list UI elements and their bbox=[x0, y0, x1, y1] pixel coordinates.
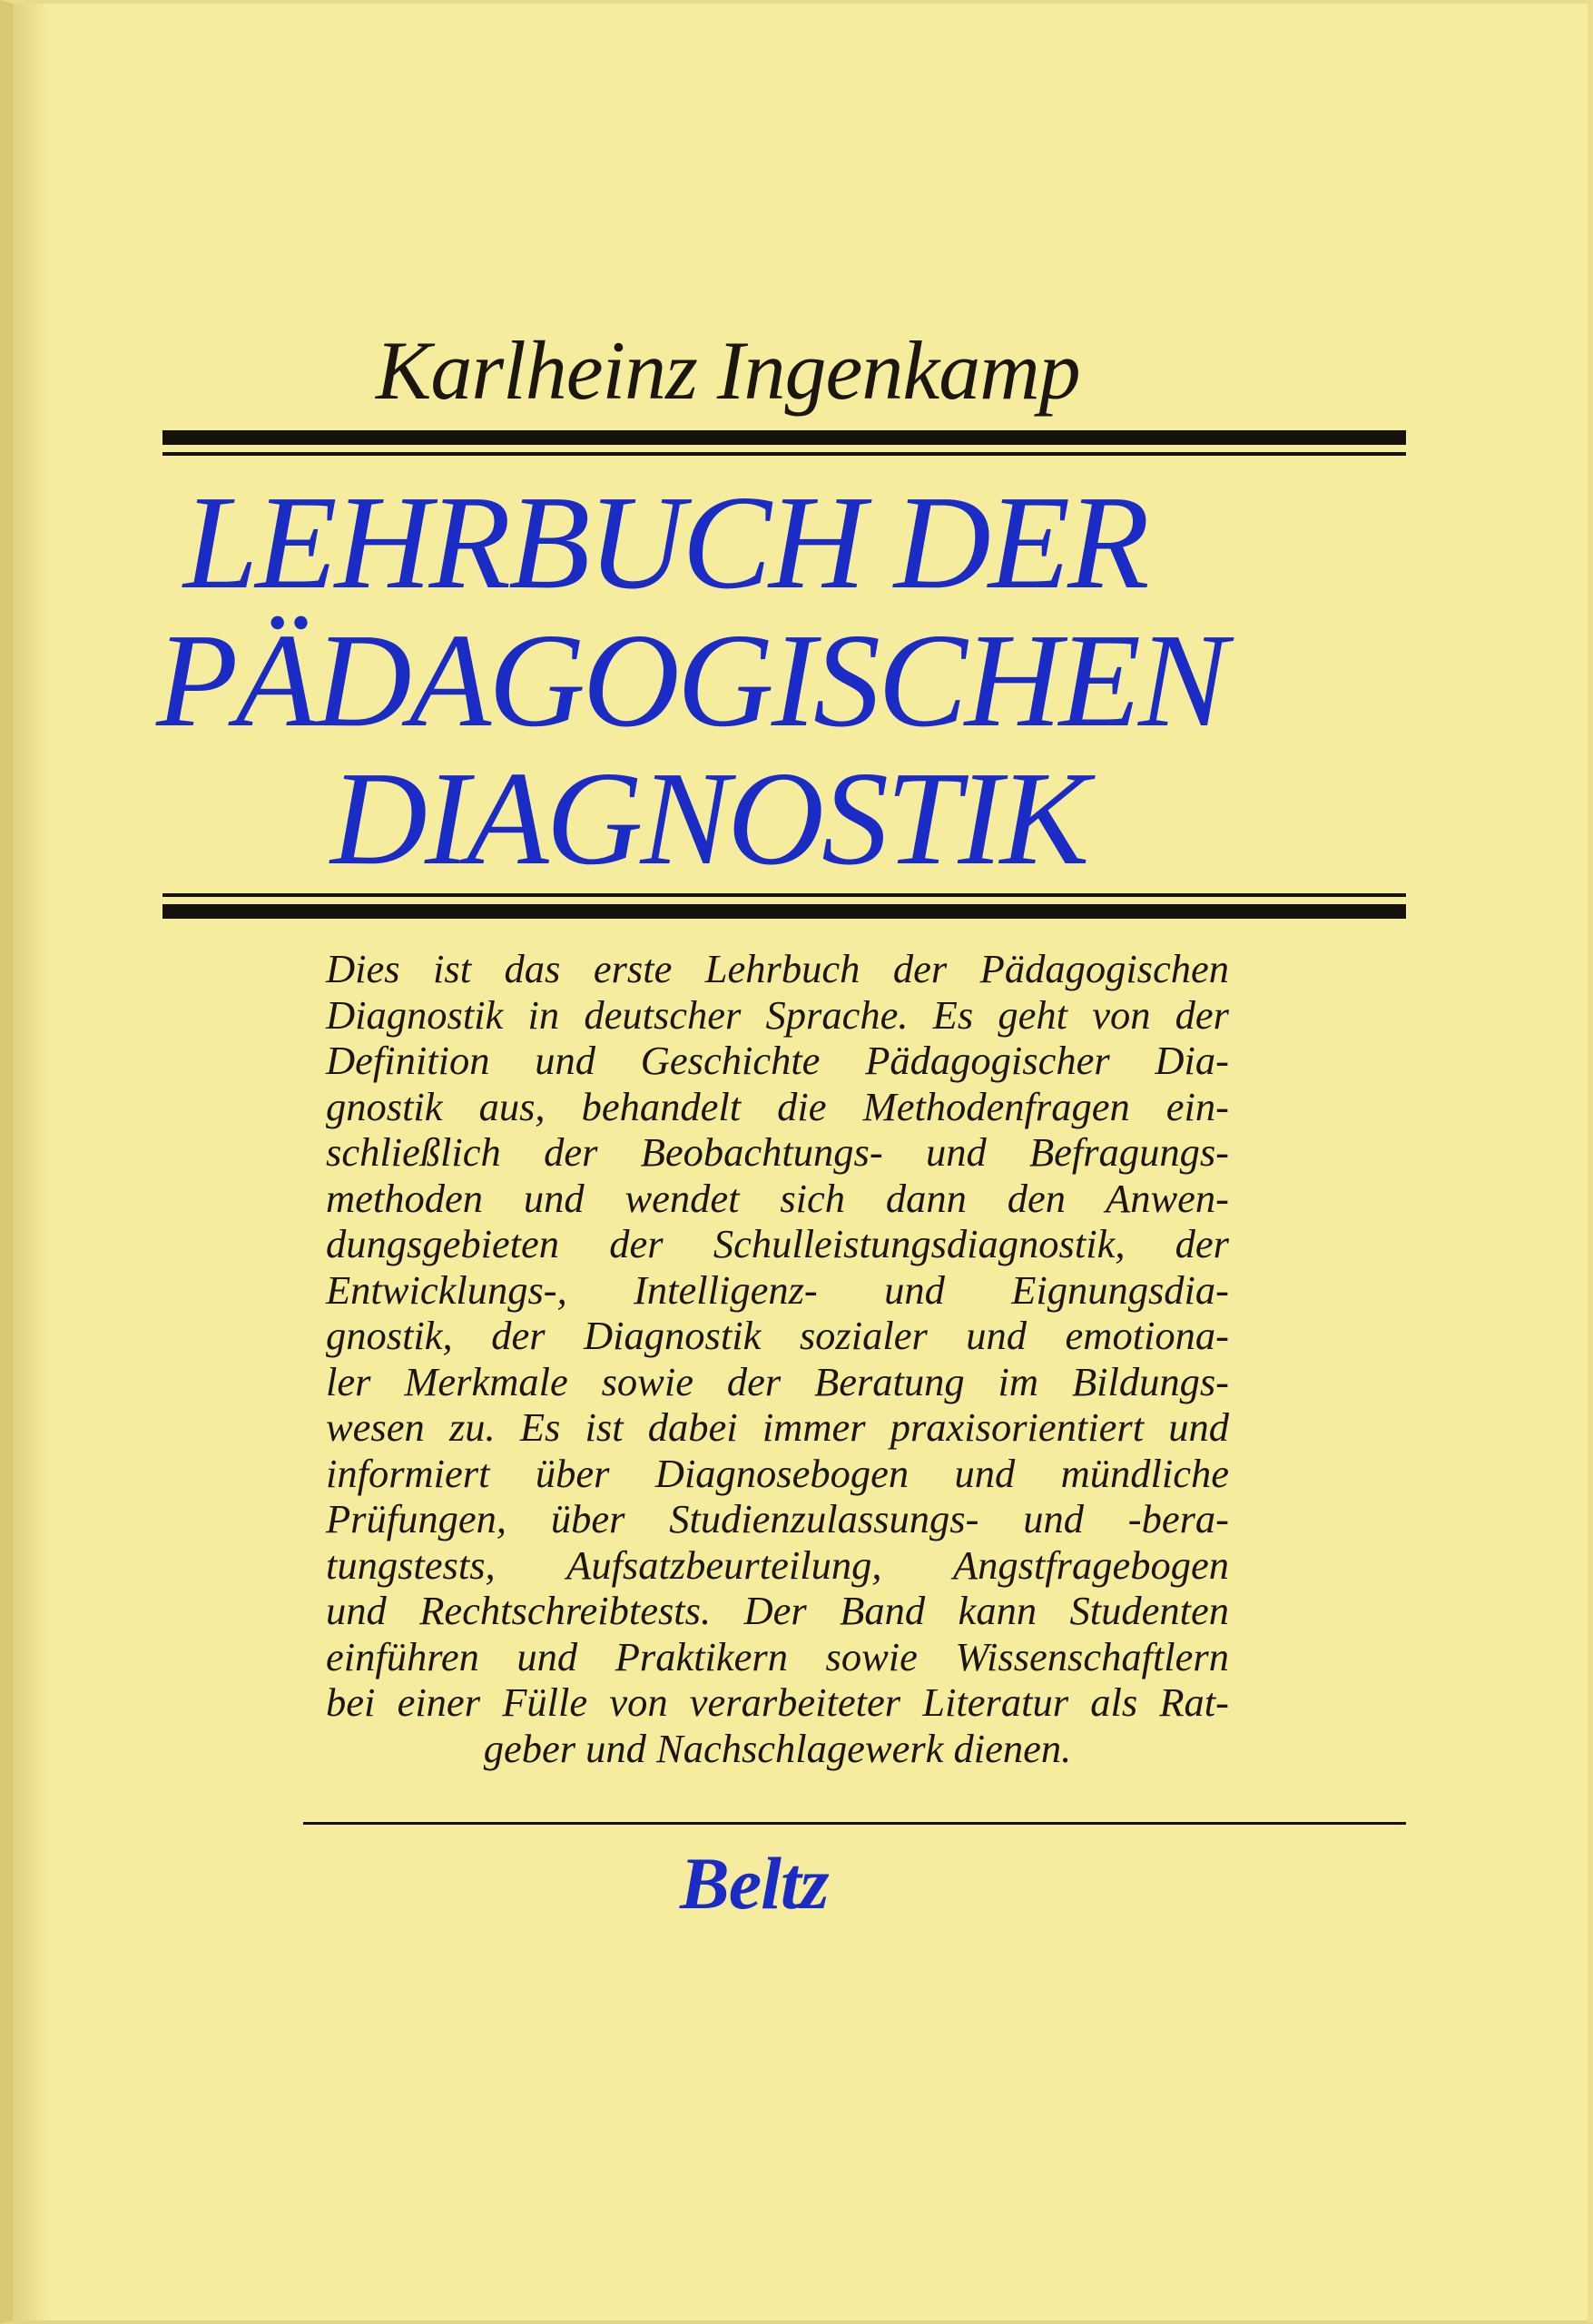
blurb-line: tungstests, Aufsatzbeurteilung, Angstfragebogen bbox=[326, 1541, 1229, 1588]
blurb-line: schließlich der Beobachtungs- und Befragungs- bbox=[326, 1129, 1229, 1175]
title-line-1: LEHRBUCH DER bbox=[183, 468, 1147, 617]
blurb-line: Prüfungen, über Studienzulassungs- und -bera- bbox=[326, 1496, 1229, 1541]
author-name: Karlheinz Ingenkamp bbox=[376, 324, 1080, 417]
blurb-line: Diagnostik in deutscher Sprache. Es geht von der bbox=[326, 991, 1229, 1038]
publisher-rule bbox=[303, 1822, 1406, 1825]
bottom-double-rule bbox=[162, 893, 1406, 919]
blurb-line: informiert über Diagnosebogen und mündliche bbox=[326, 1450, 1229, 1496]
rule-thin bbox=[162, 893, 1406, 897]
blurb-line: bei einer Fülle von verarbeiteter Literatur als Rat- bbox=[326, 1679, 1229, 1725]
book-title bbox=[149, 468, 1456, 893]
rule-thick bbox=[162, 904, 1406, 919]
blurb-line: ler Merkmale sowie der Beratung im Bildungs- bbox=[326, 1358, 1229, 1404]
title-line-3: DIAGNOSTIK bbox=[330, 744, 1087, 893]
blurb-line: einführen und Praktikern sowie Wissenschaftlern bbox=[326, 1633, 1229, 1679]
blurb-line: Entwicklungs-, Intelligenz- und Eignungsdia- bbox=[326, 1266, 1229, 1313]
top-double-rule bbox=[162, 430, 1406, 456]
rule-thin bbox=[162, 452, 1406, 456]
rule-thick bbox=[162, 430, 1406, 445]
blurb-line: wesen zu. Es ist dabei immer praxisorientiert und bbox=[326, 1404, 1229, 1450]
blurb-line: und Rechtschreibtests. Der Band kann Studenten bbox=[326, 1588, 1229, 1633]
spine-shadow bbox=[13, 4, 49, 2320]
blurb-line: gnostik, der Diagnostik sozialer und emotiona- bbox=[326, 1313, 1229, 1358]
cover-blurb bbox=[326, 946, 1229, 1771]
title-line-2: PÄDAGOGISCHEN bbox=[156, 606, 1225, 755]
blurb-line: dungsgebieten der Schulleistungsdiagnostik, der bbox=[326, 1221, 1229, 1266]
blurb-line: Definition und Geschichte Pädagogischer Dia- bbox=[326, 1038, 1229, 1083]
blurb-line: gnostik aus, behandelt die Methodenfragen ein- bbox=[326, 1083, 1229, 1129]
blurb-line: methoden und wendet sich dann den Anwen- bbox=[326, 1175, 1229, 1221]
publisher-name: Beltz bbox=[680, 1842, 829, 1925]
blurb-line: geber und Nachschlagewerk dienen. bbox=[483, 1725, 1072, 1771]
blurb-line: Dies ist das erste Lehrbuch der Pädagogischen bbox=[326, 946, 1229, 991]
